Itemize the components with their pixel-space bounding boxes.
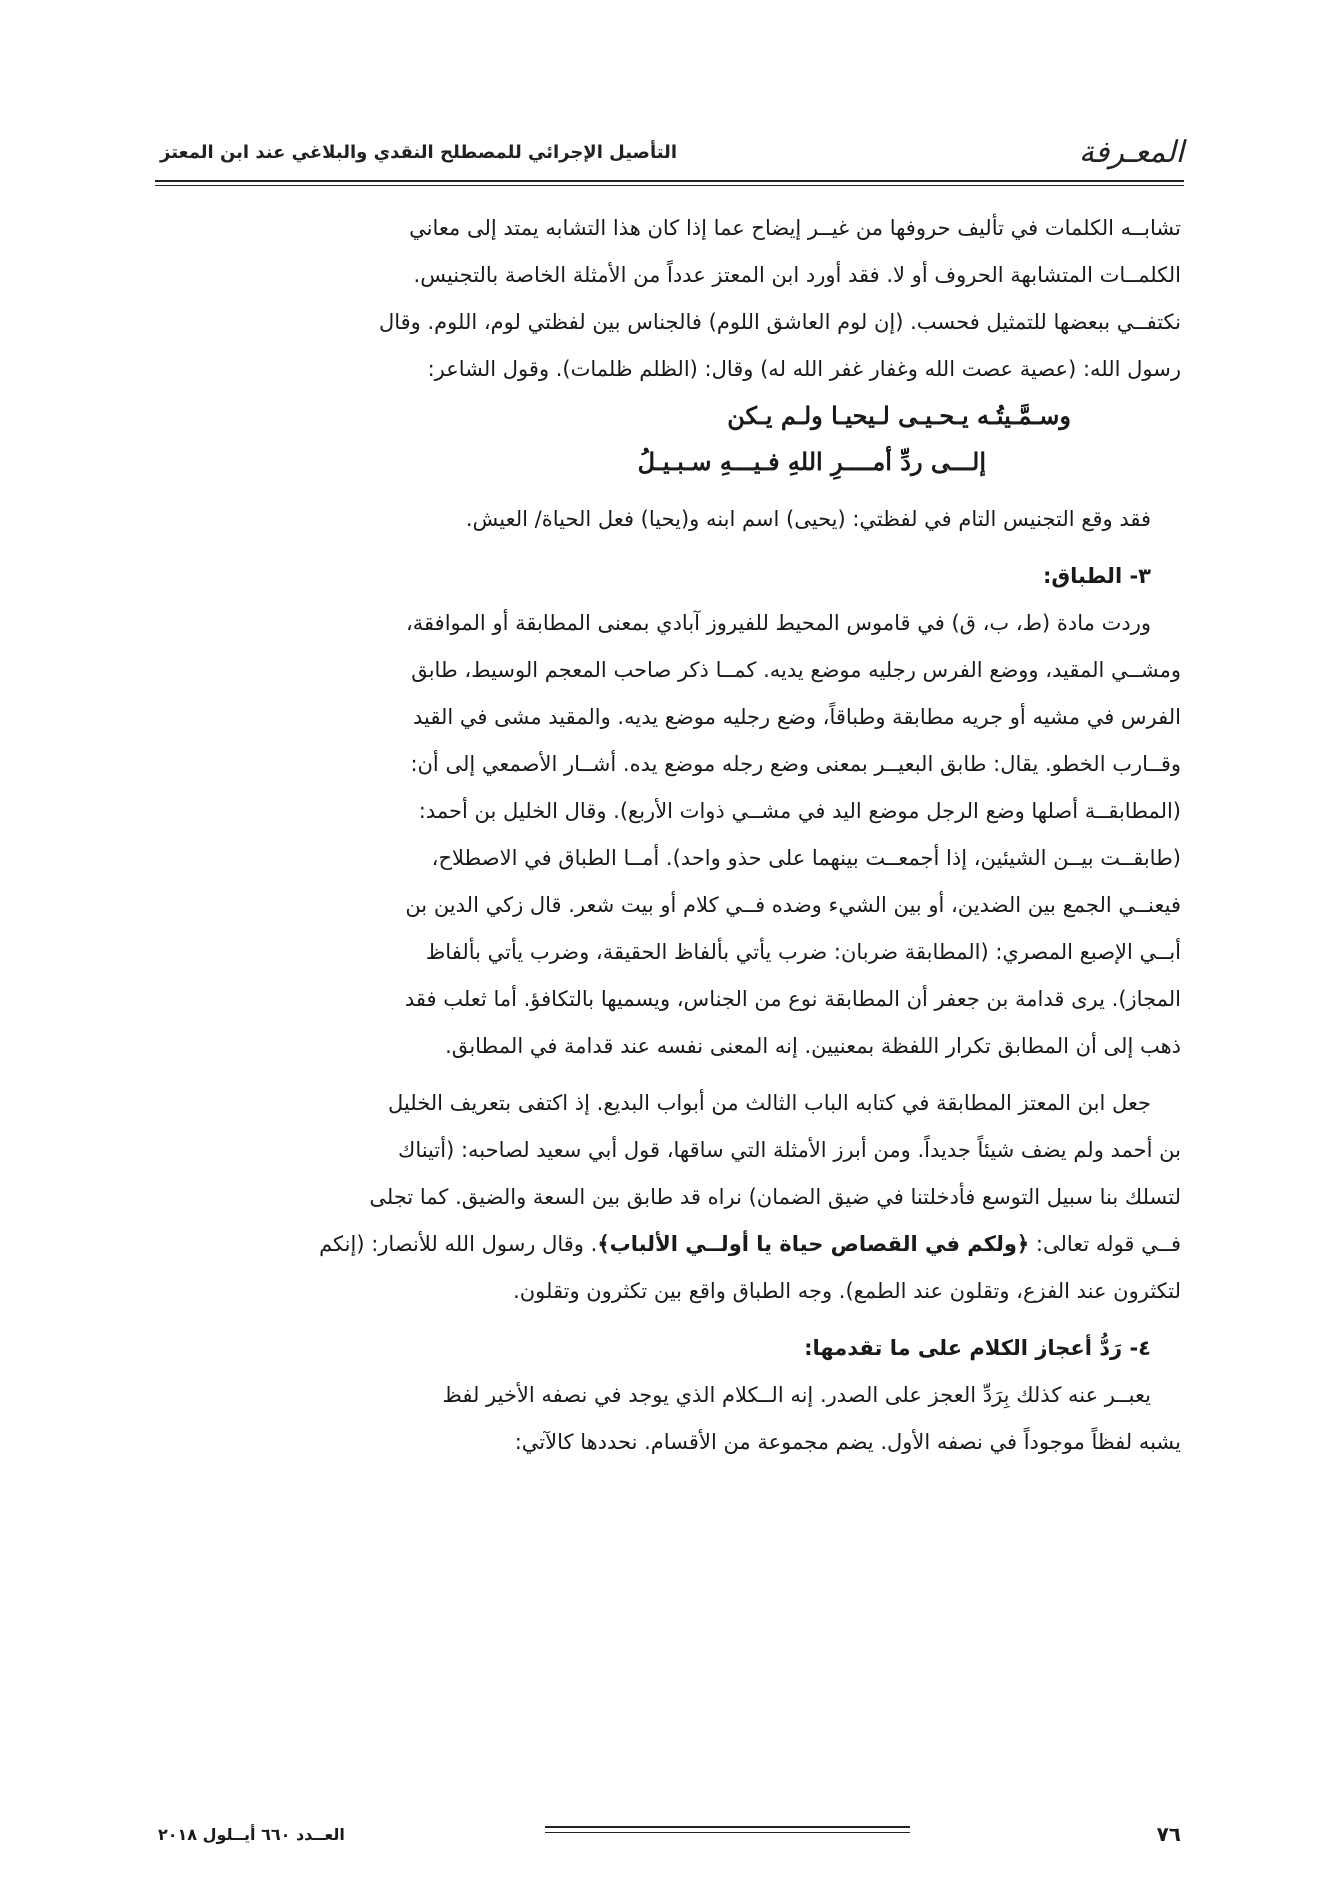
text-line: رسول الله: (عصية عصت الله وغفار غفر الله له) وقال: (الظلم ظلمات). وقول الشاعر: <box>427 357 1181 381</box>
page-footer <box>158 1819 1181 1849</box>
paragraph-radd-alajaz <box>158 1372 1181 1466</box>
text-line: وقــارب الخطو. يقال: طابق البعيــر بمعنى وضع رجله موضع يده. أشــار الأصمعي إلى أن: <box>410 752 1181 776</box>
text-line: يعبــر عنه كذلك بِرَدِّ العجز على الصدر. إنه الــكلام الذي يوجد في نصفه الأخير لفظ <box>442 1383 1151 1407</box>
text-line: المجاز). يرى قدامة بن جعفر أن المطابقة نوع من الجناس، ويسميها بالتكافؤ. أما ثعلب فقد <box>404 987 1181 1011</box>
section-heading-radd-alajaz: ٤- رَدُّ أعجاز الكلام على ما تقدمها: <box>804 1336 1151 1360</box>
quran-quote: ﴿ولكم في القصاص حياة يا أولــي الألباب﴾ <box>597 1232 1030 1256</box>
header-rule <box>155 180 1184 182</box>
text-span: فــي قوله تعالى: <box>1029 1232 1181 1256</box>
text-line: لتسلك بنا سبيل التوسع فأدخلتنا في ضيق الضمان) نراه قد طابق بين السعة والضيق. كما تجلى <box>369 1185 1181 1209</box>
text-line: الفرس في مشيه أو جريه مطابقة وطباقاً، وضع رجليه موضع يديه. والمقيد مشى في القيد <box>412 705 1181 729</box>
text-line: أبــي الإصبع المصري: (المطابقة ضربان: ضرب يأتي بألفاظ الحقيقة، وضرب يأتي بألفاظ <box>425 940 1181 964</box>
text-line: الكلمــات المتشابهة الحروف أو لا. فقد أورد ابن المعتز عدداً من الأمثلة الخاصة بالتجنيس. <box>413 263 1181 287</box>
text-line: فيعنــي الجمع بين الضدين، أو بين الشيء وضده فــي كلام أو بيت شعر. قال زكي الدين بن <box>405 893 1181 917</box>
running-title: التأصيل الإجرائي للمصطلح النقدي والبلاغي عند ابن المعتز <box>160 141 677 163</box>
paragraph-tibaq-definition <box>158 600 1181 1070</box>
page-number: ٧٦ <box>1156 1822 1181 1846</box>
paragraph-ibn-almutazz-tibaq <box>158 1080 1181 1315</box>
text-line: ومشــي المقيد، ووضع الفرس رجليه موضع يديه. كمــا ذكر صاحب المعجم الوسيط، طابق <box>411 658 1181 682</box>
text-line: (المطابقــة أصلها وضع الرجل موضع اليد في مشــي ذوات الأربع). وقال الخليل بن أحمد: <box>418 799 1181 823</box>
poem-verse <box>158 393 1181 486</box>
article-body <box>158 205 1181 1466</box>
footer-rule <box>545 1826 910 1833</box>
text-line: تشابــه الكلمات في تأليف حروفها من غيــر إيضاح عما إذا كان هذا التشابه يمتد إلى معاني <box>409 216 1181 240</box>
text-line <box>158 1221 1181 1268</box>
paragraph-jinas-conclusion: فقد وقع التجنيس التام في لفظتي: (يحيى) اسم ابنه و(يحيا) فعل الحياة/ العيش. <box>465 507 1151 531</box>
text-line: جعل ابن المعتز المطابقة في كتابه الباب الثالث من أبواب البديع. إذ اكتفى بتعريف الخليل <box>388 1091 1151 1115</box>
text-line: لتكثرون عند الفزع، وتقلون عند الطمع). وجه الطباق واقع بين تكثرون وتقلون. <box>513 1279 1181 1303</box>
poem-hemistich-2: إلـــى ردِّ أمــــرِ اللهِ فـيـــهِ سـبـيـلُ <box>637 447 986 476</box>
footer-rule-thin <box>545 1832 910 1833</box>
header-rule-thin <box>155 185 1184 186</box>
poem-hemistich-1: وسـمَّـيتُـه يـحـيـى لـيحيـا ولـم يـكن <box>727 401 1071 430</box>
text-line: نكتفــي ببعضها للتمثيل فحسب. (إن لوم العاشق اللوم) فالجناس بين لفظتي لوم، اللوم. وقال <box>378 310 1181 334</box>
text-line: يشبه لفظاً موجوداً في نصفه الأول. يضم مجموعة من الأقسام. نحددها كالآتي: <box>514 1430 1181 1454</box>
issue-info: العــدد ٦٦٠ أيــلول ٢٠١٨ <box>158 1824 345 1844</box>
journal-logo: المعـرفة <box>1078 134 1184 170</box>
paragraph-jinas-continued <box>158 205 1181 393</box>
text-line: (طابقــت بيــن الشيئين، إذا أجمعــت بينهما على حذو واحد). أمــا الطباق في الاصطلاح، <box>431 846 1181 870</box>
footer-rule-thick <box>545 1826 910 1828</box>
text-line: بن أحمد ولم يضف شيئاً جديداً. ومن أبرز الأمثلة التي ساقها، قول أبي سعيد لصاحبه: (أتيناك <box>398 1138 1181 1162</box>
text-line: وردت مادة (ط، ب، ق) في قاموس المحيط للفيروز آبادي بمعنى المطابقة أو الموافقة، <box>406 611 1151 635</box>
text-span: . وقال رسول الله للأنصار: (إنكم <box>319 1232 598 1256</box>
section-heading-tibaq: ٣- الطباق: <box>1042 564 1151 588</box>
page-header <box>160 132 1184 172</box>
text-line: ذهب إلى أن المطابق تكرار اللفظة بمعنيين. إنه المعنى نفسه عند قدامة في المطابق. <box>445 1034 1181 1058</box>
